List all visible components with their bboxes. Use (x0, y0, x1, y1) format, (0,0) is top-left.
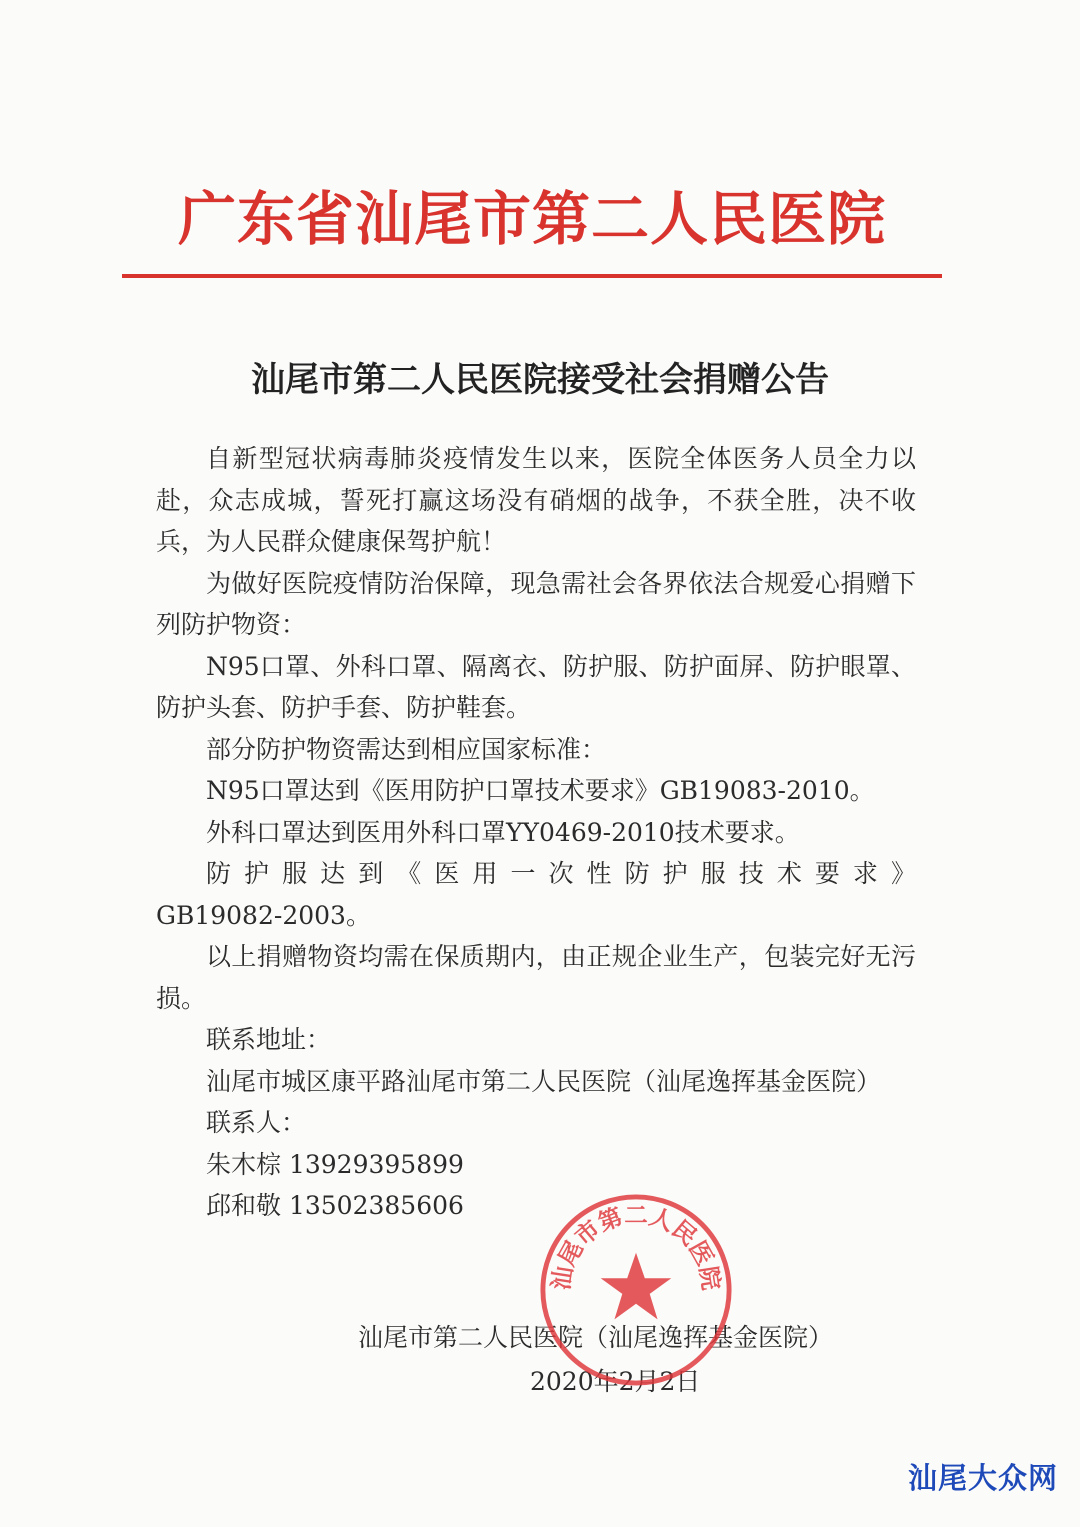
letterhead-title: 广东省汕尾市第二人民医院 (177, 185, 886, 253)
paragraph-standard-n95: N95口罩达到《医用防护口罩技术要求》GB19083-2010。 (206, 776, 875, 805)
contact-person-2 (156, 1185, 916, 1227)
paragraph-intro: 自新型冠状病毒肺炎疫情发生以来，医院全体医务人员全力以赴，众志成城，誓死打赢这场没有硝烟的战争，不获全胜，决不收兵，为人民群众健康保驾护航！ (156, 444, 916, 556)
address-label: 联系地址： (206, 1025, 332, 1054)
watermark-text: 汕尾大众网 (907, 1461, 1058, 1495)
contact-label: 联系人： (206, 1108, 307, 1137)
letterhead-divider (122, 274, 942, 278)
seal-star-icon (601, 1253, 672, 1320)
paragraph-supplies-list: N95口罩、外科口罩、隔离衣、防护服、防护面屏、防护眼罩、防护头套、防护手套、防护鞋套。 (156, 651, 916, 722)
address-text: 汕尾市城区康平路汕尾市第二人民医院（汕尾逸挥基金医院） (206, 1066, 882, 1096)
contact-phone: 13502385606 (288, 1191, 464, 1220)
signature-organization: 汕尾市第二人民医院（汕尾逸挥基金医院） (358, 1323, 834, 1352)
official-seal-icon (538, 1192, 734, 1388)
notice-body (156, 438, 916, 1227)
seal-text: 汕尾市第二人民医院 (546, 1200, 726, 1292)
paragraph-standard-gown-line2: GB19082-2003。 (156, 900, 371, 930)
paragraph-quality: 以上捐赠物资均需在保质期内，由正规企业生产，包装完好无污损。 (156, 942, 916, 1013)
paragraph-request: 为做好医院疫情防治保障，现急需社会各界依法合规爱心捐赠下列防护物资： (156, 568, 916, 639)
paragraph-standards-intro: 部分防护物资需达到相应国家标准： (206, 734, 607, 764)
signature-date: 2020年2月2日 (530, 1367, 701, 1396)
contact-person-1 (156, 1144, 916, 1186)
contact-name: 朱木棕 (206, 1149, 282, 1179)
contact-name: 邱和敬 (206, 1191, 282, 1220)
contact-phone: 13929395899 (288, 1149, 464, 1179)
notice-title: 汕尾市第二人民医院接受社会捐赠公告 (251, 360, 829, 400)
paragraph-standard-surgical: 外科口罩达到医用外科口罩YY0469-2010技术要求。 (206, 817, 800, 847)
paragraph-standard-gown-line1: 防护服达到《医用一次性防护服技术要求》 (206, 859, 916, 888)
